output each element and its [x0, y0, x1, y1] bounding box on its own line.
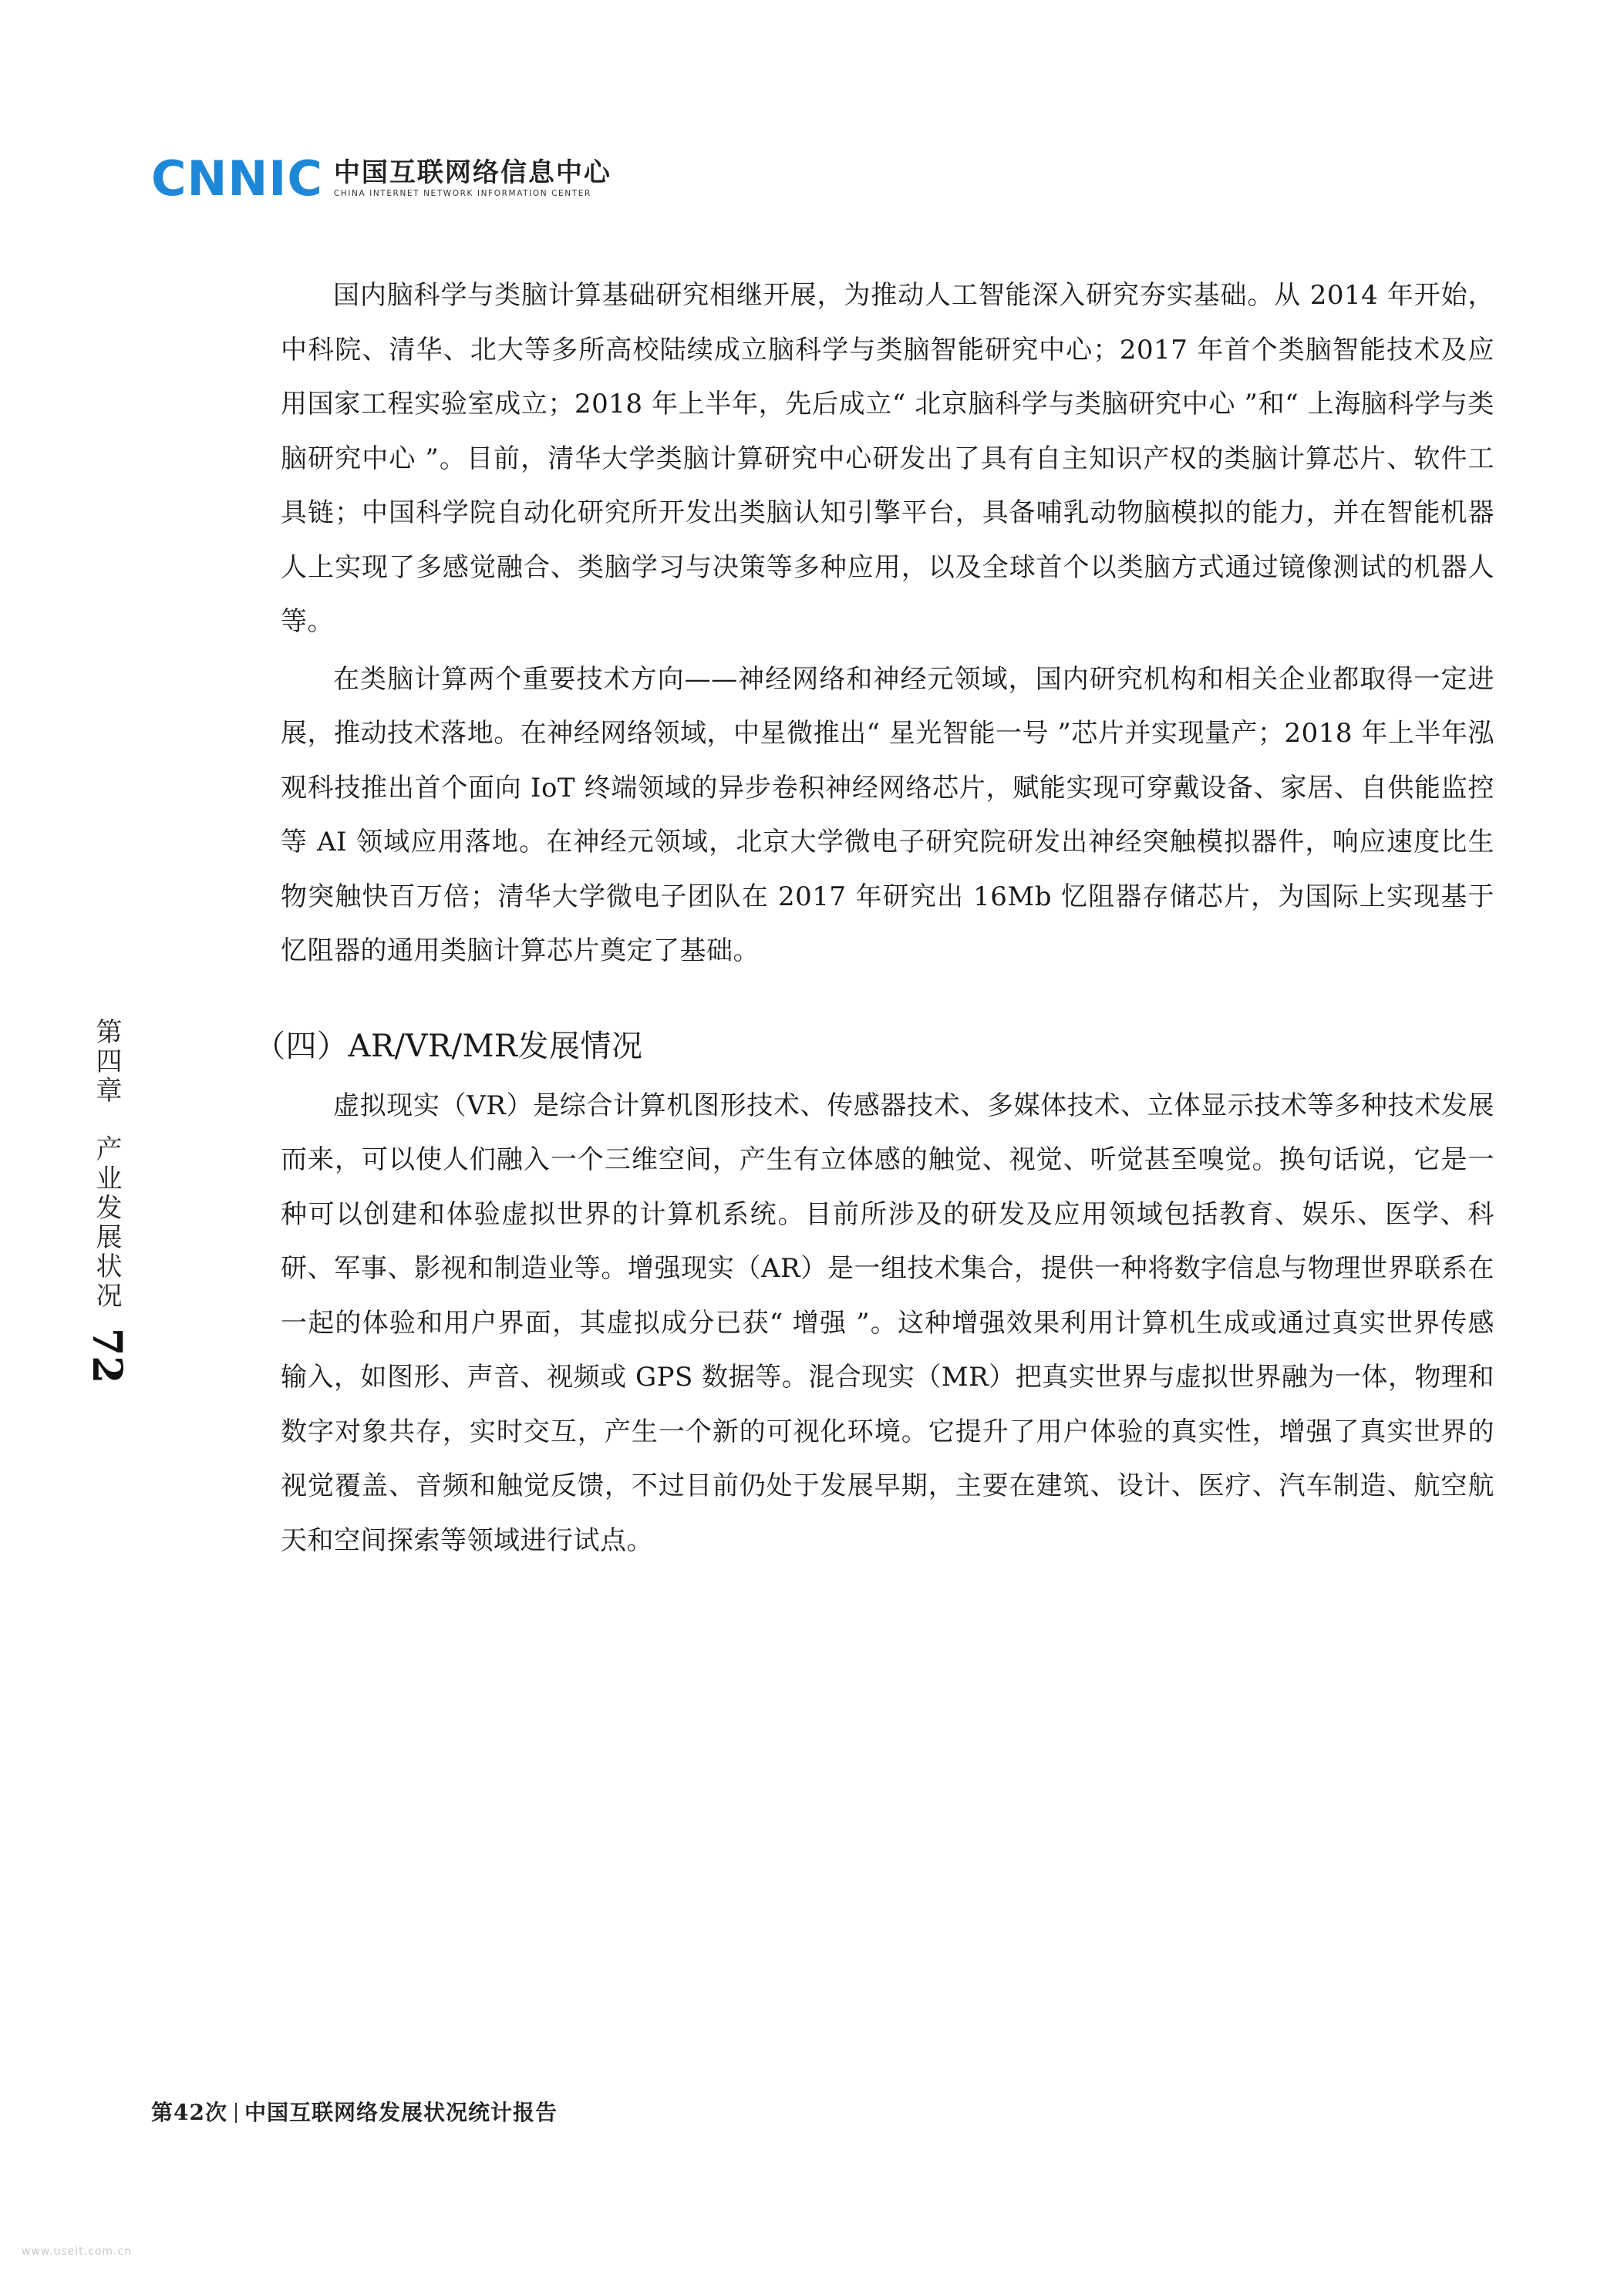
- page-footer: [151, 2096, 558, 2127]
- chapter-title: 第四章 产业发展状况: [91, 1018, 122, 1311]
- paragraph-brain-research: 国内脑科学与类脑计算基础研究相继开展，为推动人工智能深入研究夯实基础。从 2014 年开始，中科院、清华、北大等多所高校陆续成立脑科学与类脑智能研究中心；2017 年首个类脑智能技术及应用国家工程实验室成立；2018 年上半年，先后成立“ 北京脑科学与类脑研究中心 ”和“ 上海脑科学与类脑研究中心 ”。目前，清华大学类脑计算研究中心研发出了具有自主知识产权的类脑计算芯片、软件工具链；中国科学院自动化研究所开发出类脑认知引擎平台，具备哺乳动物脑模拟的能力，并在智能机器人上实现了多感觉融合、类脑学习与决策等多种应用，以及全球首个以类脑方式通过镜像测试的机器人等。: [281, 280, 1494, 637]
- report-title: 中国互联网络发展状况统计报告: [244, 2100, 558, 2125]
- footer-divider: [235, 2103, 237, 2123]
- watermark: www.useit.com.cn: [22, 2245, 133, 2258]
- paragraph-ar-vr-mr: 虚拟现实（VR）是综合计算机图形技术、传感器技术、多媒体技术、立体显示技术等多种技术发展而来，可以使人们融入一个三维空间，产生有立体感的触觉、视觉、听觉甚至嗅觉。换句话说，它是一种可以创建和体验虚拟世界的计算机系统。目前所涉及的研发及应用领域包括教育、娱乐、医学、科研、军事、影视和制造业等。增强现实（AR）是一组技术集合，提供一种将数字信息与物理世界联系在一起的体验和用户界面，其虚拟成分已获“ 增强 ”。这种增强效果利用计算机生成或通过真实世界传感输入，如图形、声音、视频或 GPS 数据等。混合现实（MR）把真实世界与虚拟世界融为一体，物理和数字对象共存，实时交互，产生一个新的可视化环境。它提升了用户体验的真实性，增强了真实世界的视觉覆盖、音频和触觉反馈，不过目前仍处于发展早期，主要在建筑、设计、医疗、汽车制造、航空航天和空间探索等领域进行试点。: [281, 1090, 1494, 1556]
- chapter-side-label: [83, 1018, 130, 1383]
- logo-text-block: [333, 157, 612, 199]
- paragraph-neuromorphic: 在类脑计算两个重要技术方向——神经网络和神经元领域，国内研究机构和相关企业都取得一定进展，推动技术落地。在神经网络领域，中星微推出“ 星光智能一号 ”芯片并实现量产；2018 年上半年泓观科技推出首个面向 IoT 终端领域的异步卷积神经网络芯片，赋能实现可穿戴设备、家居、自供能监控等 AI 领域应用落地。在神经元领域，北京大学微电子研究院研发出神经突触模拟器件，响应速度比生物突触快百万倍；清华大学微电子团队在 2017 年研究出 16Mb 忆阻器存储芯片，为国际上实现基于忆阻器的通用类脑计算芯片奠定了基础。: [281, 663, 1494, 966]
- org-name-en: CHINA INTERNET NETWORK INFORMATION CENTER: [333, 189, 591, 199]
- page-number: 72: [83, 1328, 130, 1384]
- logo-mark: CNNIC: [151, 150, 323, 207]
- org-name-cn: 中国互联网络信息中心: [333, 157, 612, 188]
- cnnic-logo: [151, 150, 612, 207]
- section-heading: （四）AR/VR/MR发展情况: [254, 1028, 643, 1064]
- report-issue: 第42次: [151, 2100, 227, 2125]
- page-body: [254, 268, 1494, 1568]
